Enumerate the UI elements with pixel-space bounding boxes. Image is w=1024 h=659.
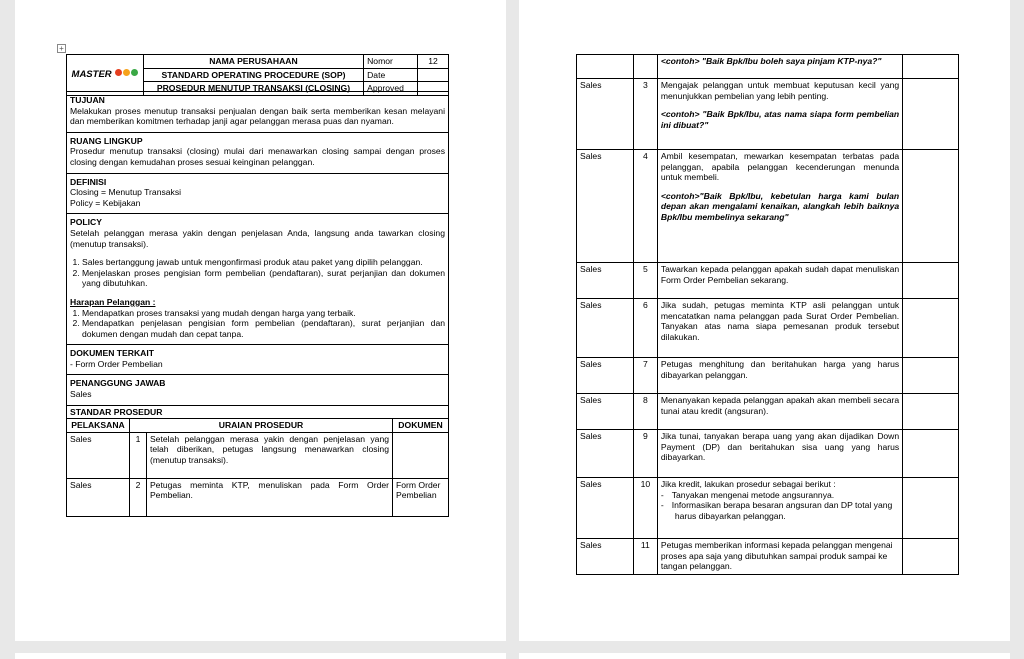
row-number: 5: [633, 263, 657, 299]
ruang-lingkup-text: Prosedur menutup transaksi (closing) mulai dari menawarkan closing sampai dengan proses closing dengan kemudahan proses sesuai keinginan pelanggan.: [70, 146, 445, 167]
row-uraian: Setelah pelanggan merasa yakin dengan penjelasan yang telah diberikan, petugas langsung menawarkan closing (menutup transaksi).: [146, 432, 392, 478]
row-uraian: Jika kredit, lakukan prosedur sebagai berikut : - Tanyakan mengenai metode angsurannya. - Informasikan berapa besaran angsuran dan DP total yang harus dibayarkan pelanggan.: [657, 478, 902, 539]
row-pelaksana: Sales: [67, 478, 130, 516]
nomor-value: 12: [418, 55, 449, 69]
section-ruang-lingkup: [67, 132, 449, 173]
company-logo: MASTER: [67, 55, 144, 96]
policy-item: 2. Menjelaskan proses pengisian form pembelian (pendaftaran), surat perjanjian dan dokumen yang dibutuhkan.: [82, 268, 445, 289]
section-policy: [67, 214, 449, 345]
col-header-dokumen: DOKUMEN: [393, 419, 449, 433]
row-number: 10: [633, 478, 657, 539]
procedure-title: PROSEDUR MENUTUP TRANSAKSI (CLOSING): [143, 82, 363, 96]
date-label: Date: [364, 68, 418, 82]
row-uraian: Jika sudah, petugas meminta KTP asli pelanggan untuk mencatatkan nama pelanggan pada Surat Order Pembelian. Tanyakan atas nama siapa pemesanan produk tersebut dilakukan.: [657, 299, 902, 358]
harapan-item: 2. Mendapatkan penjelasan pengisian form pembelian (pendaftaran), surat perjanjian dan dokumen dengan mudah dan cepat tanpa.: [82, 318, 445, 339]
definisi-line-2: Policy = Kebijakan: [70, 197, 141, 208]
document-page-2: [519, 0, 1010, 641]
row-number: 3: [633, 79, 657, 150]
sop-label: STANDARD OPERATING PROCEDURE (SOP): [143, 68, 363, 82]
harapan-heading: Harapan Pelanggan :: [70, 296, 156, 307]
row-number: 2: [129, 478, 146, 516]
row-pelaksana: Sales: [577, 430, 634, 478]
dokumen-terkait-text: - Form Order Pembelian: [70, 358, 163, 369]
penanggung-jawab-heading: PENANGGUNG JAWAB: [70, 378, 166, 389]
row-uraian: Tawarkan kepada pelanggan apakah sudah dapat menuliskan Form Order Pembelian sekarang.: [657, 263, 902, 299]
row-number: 9: [633, 430, 657, 478]
tujuan-heading: TUJUAN: [70, 95, 105, 105]
row-uraian: Petugas menghitung dan beritahukan harga yang harus dibayarkan pelanggan.: [657, 358, 902, 394]
row-uraian: Menanyakan kepada pelanggan apakah akan membeli secara tunai atau kredit (angsuran).: [657, 394, 902, 430]
row-pelaksana: Sales: [577, 539, 634, 575]
row-contoh: <contoh> "Baik Bpk/Ibu boleh saya pinjam KTP-nya?": [657, 55, 902, 79]
ruang-lingkup-heading: RUANG LINGKUP: [70, 135, 143, 146]
col-header-uraian: URAIAN PROSEDUR: [129, 419, 392, 433]
row-contoh: <contoh>"Baik Bpk/Ibu, kebetulan harga kami bulan depan akan mengalami kenaikan, alangkah lebih baiknya Bpk/Ibu membelinya sekarang": [660, 190, 900, 222]
row-pelaksana: Sales: [577, 263, 634, 299]
row-dokumen: [393, 432, 449, 478]
logo-dots-icon: [114, 69, 138, 80]
document-page-1: [15, 0, 506, 641]
company-name: NAMA PERUSAHAAN: [143, 55, 363, 69]
harapan-item: 1. Mendapatkan proses transaksi yang mudah dengan harga yang terbaik.: [82, 308, 445, 319]
row-contoh: <contoh> "Baik Bpk/Ibu, atas nama siapa form pembelian ini dibuat?": [660, 109, 900, 130]
row-pelaksana: Sales: [577, 150, 634, 263]
procedure-table-page-1: [66, 418, 449, 517]
row-pelaksana: Sales: [577, 358, 634, 394]
row-uraian: Ambil kesempatan, mewarkan kesempatan terbatas pada pelanggan, apabila pelanggan kecenderungan menunda untuk membeli. <contoh>"Baik Bpk/Ibu, kebetulan harga kami bulan depan akan mengalami kenaikan, alangkah lebih baiknya Bpk/Ibu membelinya sekarang": [657, 150, 902, 263]
definisi-heading: DEFINISI: [70, 176, 107, 187]
row-dokumen: Form Order Pembelian: [393, 478, 449, 516]
row-uraian: Mengajak pelanggan untuk membuat keputusan kecil yang menunjukkan pembelian yang lebih penting. <contoh> "Baik Bpk/Ibu, atas nama siapa form pembelian ini dibuat?": [657, 79, 902, 150]
row-number: 4: [633, 150, 657, 263]
section-dokumen-terkait: [67, 345, 449, 375]
row-pelaksana: Sales: [577, 394, 634, 430]
penanggung-jawab-text: Sales: [70, 389, 92, 400]
row-bullet: - Tanyakan mengenai metode angsurannya.: [661, 490, 899, 501]
row-pelaksana: Sales: [577, 79, 634, 150]
approved-label: Approved: [364, 82, 418, 96]
standar-heading: STANDAR PROSEDUR: [70, 406, 163, 417]
row-number: 7: [633, 358, 657, 394]
policy-intro: Setelah pelanggan merasa yakin dengan penjelasan Anda, langsung anda tawarkan closing (menutup transaksi).: [70, 227, 445, 249]
policy-item: 1. Sales bertanggung jawab untuk mengonfirmasi produk atau paket yang dipilih pelanggan.: [82, 257, 445, 268]
section-penanggung-jawab: [67, 375, 449, 405]
row-pelaksana: Sales: [577, 299, 634, 358]
row-uraian: Petugas memberikan informasi kepada pelanggan mengenai proses apa saja yang dibutuhkan sampai produk sampai ke tangan pelanggan.: [657, 539, 902, 575]
sop-header-table: [66, 54, 449, 96]
row-number: 11: [633, 539, 657, 575]
row-pelaksana: Sales: [67, 432, 130, 478]
date-value: [418, 68, 449, 82]
tujuan-text: Melakukan proses menutup transaksi penjualan dengan baik serta memberikan kesan melayani dan memberikan komitmen terhadap janji agar pelanggan merasa puas dan nyaman.: [70, 105, 445, 127]
row-bullet: - Informasikan berapa besaran angsuran dan DP total yang harus dibayarkan pelanggan.: [661, 500, 899, 521]
row-pelaksana: Sales: [577, 478, 634, 539]
row-number: 1: [129, 432, 146, 478]
document-page-4: [519, 653, 1010, 659]
table-move-handle-icon[interactable]: +: [57, 44, 66, 53]
dokumen-terkait-heading: DOKUMEN TERKAIT: [70, 348, 155, 359]
row-uraian: Jika tunai, tanyakan berapa uang yang akan dijadikan Down Payment (DP) dan beritahukan sisa uang yang harus dibayarkan.: [657, 430, 902, 478]
row-number: 8: [633, 394, 657, 430]
policy-heading: POLICY: [70, 217, 102, 228]
section-definisi: [67, 173, 449, 214]
row-number: 6: [633, 299, 657, 358]
procedure-table-page-2: [576, 54, 959, 575]
col-header-pelaksana: PELAKSANA: [67, 419, 130, 433]
section-tujuan: [67, 92, 449, 133]
nomor-label: Nomor: [364, 55, 418, 69]
sop-sections-table: [66, 91, 449, 419]
document-page-3: [15, 653, 506, 659]
definisi-line-1: Closing = Menutup Transaksi: [70, 187, 182, 198]
section-standar-heading: [67, 405, 449, 419]
row-uraian: Petugas meminta KTP, menuliskan pada Form Order Pembelian.: [146, 478, 392, 516]
